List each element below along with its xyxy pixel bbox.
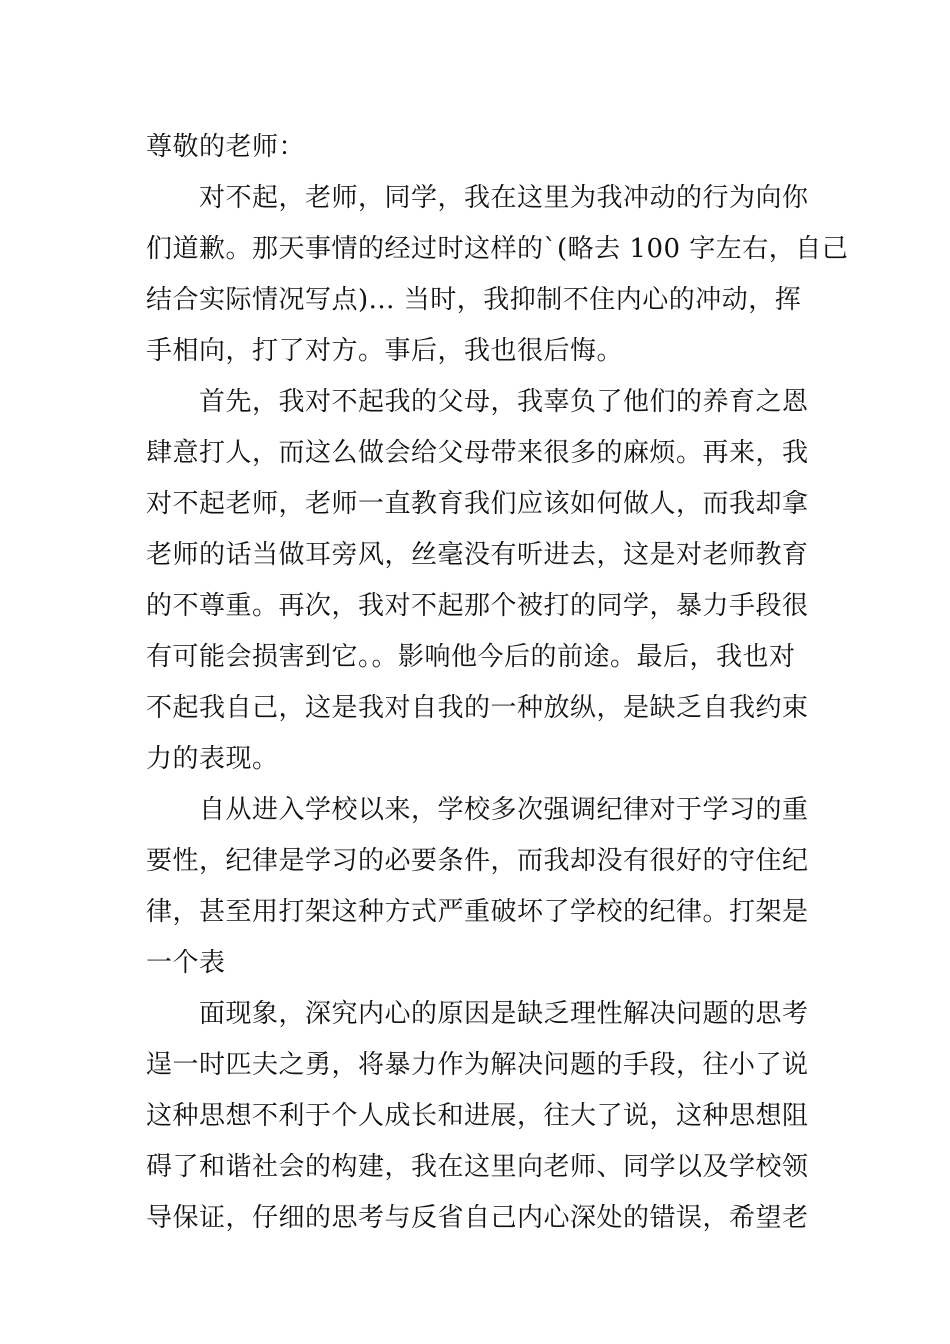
paragraph-line: 逞一时匹夫之勇，将暴力作为解决问题的手段，往小了说	[146, 1050, 809, 1080]
paragraph-line: 们道歉。那天事情的经过时这样的`(略去 100 字左右，自己	[146, 234, 849, 264]
paragraph-line: 有可能会损害到它。。影响他今后的前途。最后，我也对	[146, 642, 796, 672]
paragraph-line: 的不尊重。再次，我对不起那个被打的同学，暴力手段很	[146, 591, 809, 621]
letter-body	[146, 122, 849, 1244]
paragraph-line: 不起我自己，这是我对自我的一种放纵，是缺乏自我约束	[146, 693, 809, 723]
paragraph-line: 对不起，老师，同学，我在这里为我冲动的行为向你	[199, 183, 809, 213]
paragraph-line: 力的表现。	[146, 744, 279, 774]
paragraph-line: 要性，纪律是学习的必要条件，而我却没有很好的守住纪	[146, 846, 809, 876]
paragraph-line: 老师的话当做耳旁风，丝毫没有听进去，这是对老师教育	[146, 540, 809, 570]
paragraph-line: 结合实际情况写点)... 当时，我抑制不住内心的冲动，挥	[146, 285, 802, 315]
paragraph-line: 对不起老师，老师一直教育我们应该如何做人，而我却拿	[146, 489, 809, 519]
paragraph-line: 自从进入学校以来，学校多次强调纪律对于学习的重	[199, 795, 809, 825]
salutation: 尊敬的老师：	[146, 132, 306, 162]
paragraph-line: 一个表	[146, 948, 226, 978]
paragraph-line: 碍了和谐社会的构建，我在这里向老师、同学以及学校领	[146, 1152, 809, 1182]
paragraph-line: 律，甚至用打架这种方式严重破坏了学校的纪律。打架是	[146, 897, 809, 927]
paragraph-line: 这种思想不利于个人成长和进展，往大了说，这种思想阻	[146, 1101, 809, 1131]
paragraph-line: 导保证，仔细的思考与反省自己内心深处的错误，希望老	[146, 1203, 809, 1233]
paragraph-line: 肆意打人，而这么做会给父母带来很多的麻烦。再来，我	[146, 438, 809, 468]
paragraph-line: 首先，我对不起我的父母，我辜负了他们的养育之恩	[199, 387, 809, 417]
paragraph-line: 面现象，深究内心的原因是缺乏理性解决问题的思考	[199, 999, 809, 1029]
paragraph-line: 手相向，打了对方。事后，我也很后悔。	[146, 336, 624, 366]
